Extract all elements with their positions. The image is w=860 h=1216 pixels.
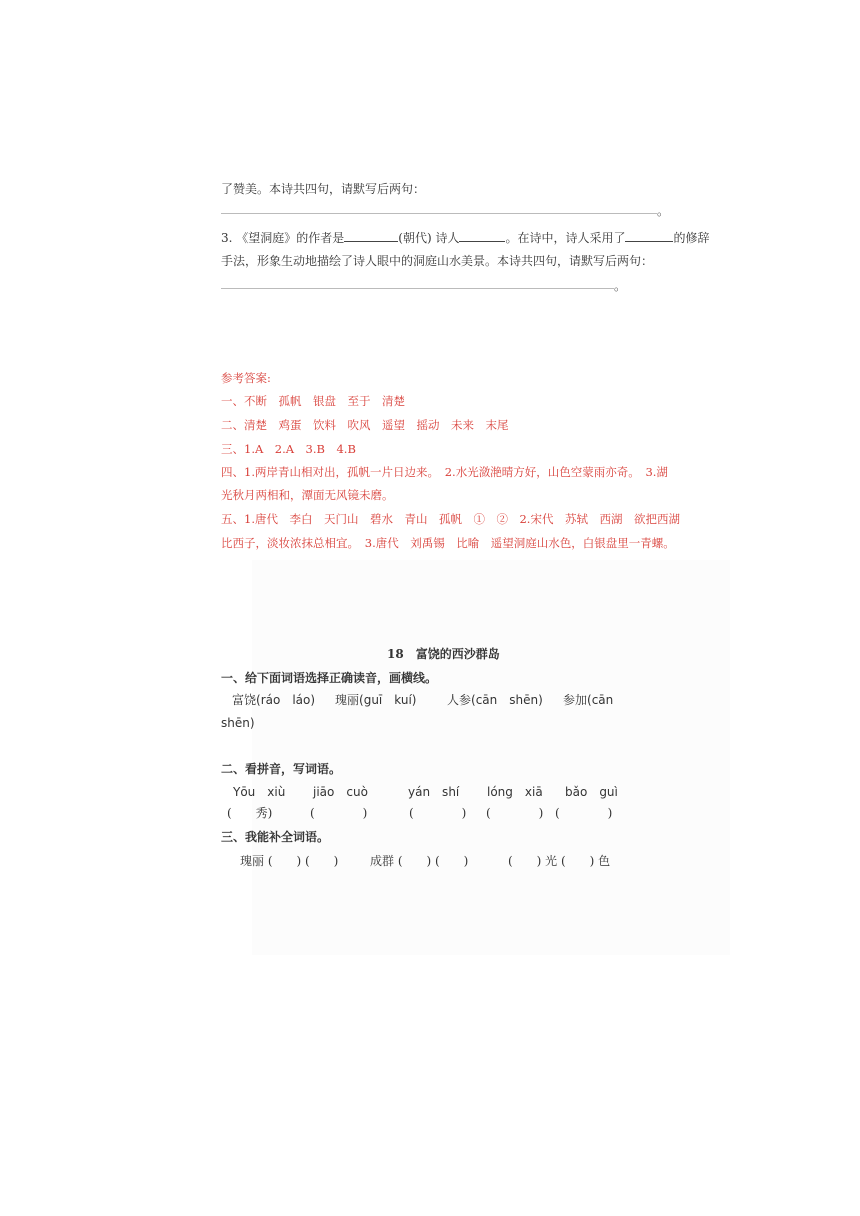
s2-pinyin: bǎo guì [565, 785, 618, 799]
s2-answer-box[interactable]: ( 秀) [227, 806, 273, 820]
q3-line-1 [221, 229, 709, 246]
s1-item [447, 692, 543, 708]
s1-word: 参加 [563, 693, 588, 707]
answer-line: 比西子，淡妆浓抹总相宜。 3.唐代 刘禹锡 比喻 遥望洞庭山水色，白银盘里一青螺。 [221, 536, 675, 550]
q3-part-d: 的修辞 [673, 231, 710, 245]
s1-item [563, 692, 613, 708]
answer-line: 四、1.两岸青山相对出，孤帆一片日边来。 2.水光潋滟晴方好，山色空蒙雨亦奇。 3.湖 [221, 465, 668, 479]
q3-part-a: 3. 《望洞庭》的作者是 [221, 231, 345, 245]
answers-heading: 参考答案: [221, 371, 271, 385]
s2-answer-box[interactable]: ( ) [409, 806, 467, 820]
s2-pinyin: jiāo cuò [313, 785, 368, 799]
q3-blank-rhetoric[interactable] [625, 229, 673, 242]
q2-answer-line[interactable] [221, 213, 657, 214]
q3-part-b: (朝代) 诗人 [398, 231, 460, 245]
s1-word: 富饶 [232, 693, 257, 707]
q3-answer-end: 。 [614, 279, 627, 293]
answer-line: 一、不断 孤帆 银盘 至于 清楚 [221, 394, 405, 408]
scan-background-panel [252, 560, 730, 955]
s1-pinyin[interactable]: (cān shēn) [471, 693, 543, 707]
answer-line: 光秋月两相和，潭面无风镜未磨。 [221, 488, 394, 502]
q3-part-c: 。在诗中，诗人采用了 [505, 231, 626, 245]
s2-pinyin: lóng xiā [487, 785, 543, 799]
s2-answer-box[interactable]: ( ) [555, 806, 613, 820]
q2-answer-end: 。 [657, 204, 670, 218]
s1-pinyin[interactable]: (cān [587, 693, 614, 707]
q3-blank-author[interactable] [344, 229, 398, 242]
s2-pinyin: Yōu xiù [233, 785, 286, 799]
q3-answer-line[interactable] [221, 288, 614, 289]
s3-item[interactable]: 瑰丽 ( ) ( ) [240, 854, 339, 868]
answer-line: 五、1.唐代 李白 天门山 碧水 青山 孤帆 ① ② 2.宋代 苏轼 西湖 欲把西湖 [221, 512, 680, 526]
s1-item [335, 692, 416, 708]
q2-continuation-text: 了赞美。本诗共四句，请默写后两句： [221, 182, 426, 196]
section-2-heading: 二、看拼音，写词语。 [221, 762, 342, 776]
s1-pinyin[interactable]: (guī kuí) [359, 693, 417, 707]
answer-line: 三、1.A 2.A 3.B 4.B [221, 442, 356, 456]
s1-wrap[interactable]: shēn) [221, 716, 255, 730]
s1-item [232, 692, 315, 708]
s3-item[interactable]: 成群 ( ) ( ) [370, 854, 469, 868]
section-3-heading: 三、我能补全词语。 [221, 830, 330, 844]
q3-line-2: 手法，形象生动地描绘了诗人眼中的洞庭山水美景。本诗共四句，请默写后两句： [221, 254, 654, 268]
s3-item[interactable]: ( ) 光 ( ) 色 [508, 854, 611, 868]
q3-blank-poet[interactable] [459, 229, 505, 242]
lesson-title: 18 富饶的西沙群岛 [387, 647, 500, 661]
s2-answer-box[interactable]: ( ) [486, 806, 544, 820]
s2-answer-box[interactable]: ( ) [310, 806, 368, 820]
answer-line: 二、清楚 鸡蛋 饮料 吹风 遥望 摇动 未来 末尾 [221, 418, 509, 432]
section-1-heading: 一、给下面词语选择正确读音，画横线。 [221, 671, 438, 685]
s1-pinyin[interactable]: (ráo láo) [256, 693, 316, 707]
s2-pinyin: yán shí [408, 785, 460, 799]
s1-word: 瑰丽 [335, 693, 360, 707]
s1-word: 人参 [447, 693, 472, 707]
